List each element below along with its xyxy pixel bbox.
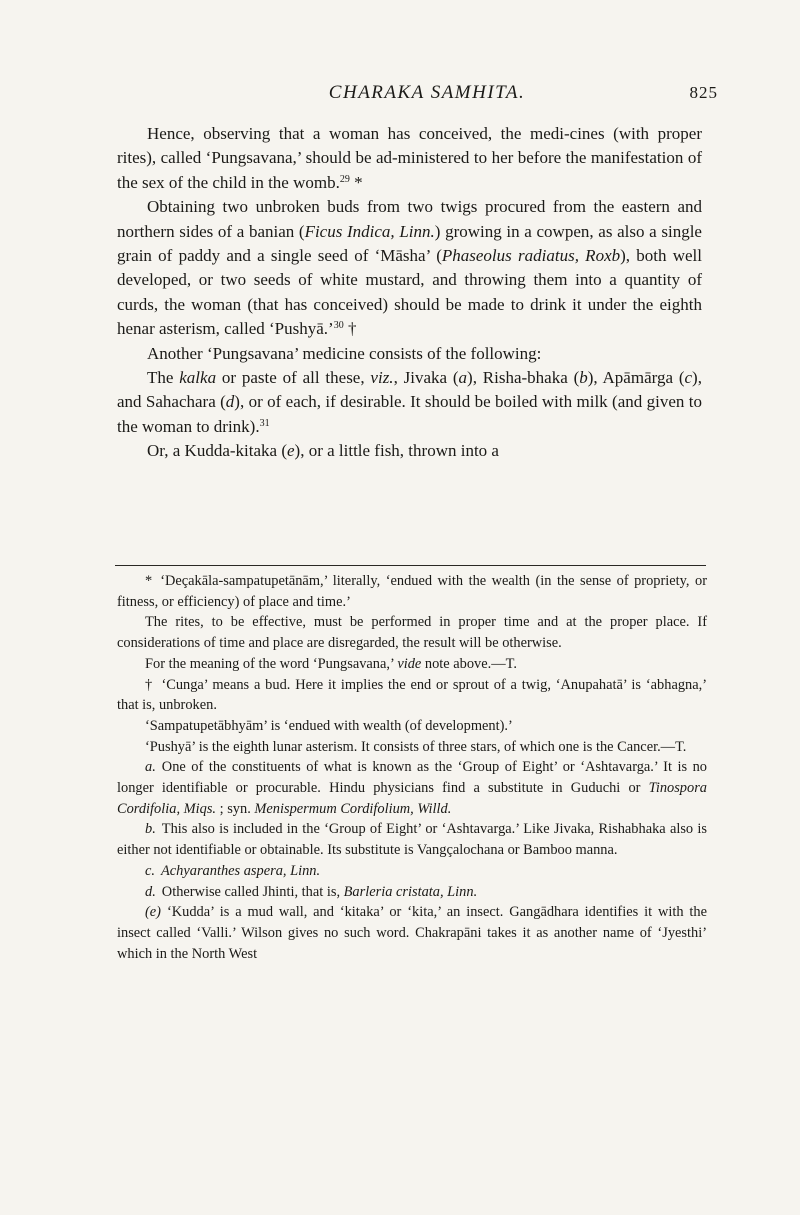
footnote-letter: d. xyxy=(145,883,156,900)
footnote xyxy=(117,757,707,819)
italic-text: Phaseolus radiatus, Roxb xyxy=(441,246,621,266)
italic-text: Achyaranthes aspera, Linn. xyxy=(161,862,321,879)
footnote xyxy=(117,716,707,737)
footnote-ref: 29 xyxy=(339,173,350,185)
text-run: ), or a little fish, thrown into a xyxy=(294,441,499,461)
footnote xyxy=(117,902,707,964)
footnote-rule xyxy=(115,565,706,566)
text-run: or paste of all these, xyxy=(216,368,371,388)
italic-text: d xyxy=(225,392,235,412)
footnote xyxy=(117,571,707,612)
running-title: CHARAKA SAMHITA. xyxy=(328,82,526,103)
text-run: For the meaning of the word ‘Pungsavana,’ xyxy=(145,655,398,672)
page-number: 825 xyxy=(689,83,718,102)
footnote xyxy=(117,819,707,860)
footnote xyxy=(117,654,707,675)
italic-text: viz. xyxy=(370,368,394,388)
footnote-letter: c. xyxy=(145,862,155,879)
italic-text: a xyxy=(458,368,468,388)
footnote xyxy=(117,612,707,653)
text-run: Another ‘Pungsavana’ medicine consists of the following: xyxy=(147,343,542,363)
text-run: ), Risha-bhaka ( xyxy=(467,368,580,388)
text-run: The rites, to be effective, must be performed in proper time and at the proper place. If considerations of time and place are disregarded, the result will be otherwise. xyxy=(117,614,707,652)
italic-text: Ficus Indica, Linn. xyxy=(304,221,435,241)
text-run: One of the constituents of what is known as the ‘Group of Eight’ or ‘Ashtavarga.’ It is no longer identifiable or procurable. Hindu physicians find a substitute in Guduchi or xyxy=(117,759,707,797)
text-run: note above.—T. xyxy=(421,655,517,672)
text-run: Hence, observing that a woman has conceived, the medi-cines (with proper rites), called ‘Pungsavana,’ should be ad-ministered to her before the manifestation of the sex of the child in the womb. xyxy=(117,124,702,192)
text-run: The xyxy=(147,368,180,388)
paragraph xyxy=(117,195,702,341)
footnote-letter: a. xyxy=(145,759,156,776)
text-run: ) growing in a cowpen, as also a single grain of paddy and a single seed of ‘Māsha’ ( xyxy=(117,221,702,266)
footnote-ref: 30 xyxy=(333,320,344,332)
text-run: ), Apāmārga ( xyxy=(587,368,685,388)
italic-text: Tinospora Cordifolia, Miqs. xyxy=(117,780,707,817)
text-run: ‘Sampatupetābhyām’ is ‘endued with wealth (of development).’ xyxy=(145,717,513,734)
italic-text: e xyxy=(286,441,295,461)
text-run: ‘Pushyā’ is the eighth lunar asterism. It consists of three stars, of which one is the Cancer.—T. xyxy=(145,738,687,755)
italic-text: b xyxy=(579,368,588,388)
text-run: Or, a Kudda-kitaka ( xyxy=(147,441,287,461)
text-run: ‘Kudda’ is a mud wall, and ‘kitaka’ or ‘kita,’ an insect. Gangādhara identifies it with the insect called ‘Valli.’ Wilson gives no such word. Chakrapāni takes it as another name of ‘Jyesthi’ which in the North West xyxy=(117,904,707,962)
text-run: ; syn. xyxy=(216,800,255,817)
text-run: ‘Deçakāla-sampatupetānām,’ literally, ‘endued with the wealth (in the sense of propriety, or fitness, or efficiency) of place and time.’ xyxy=(117,573,707,610)
text-run: ‘Cunga’ means a bud. Here it implies the end or sprout of a twig, ‘Anupahatā’ is ‘abhagna,’ that is, unbroken. xyxy=(117,676,707,714)
italic-text: vide xyxy=(397,655,422,672)
footnote xyxy=(117,861,707,882)
footnote-mark: * xyxy=(145,573,153,589)
text-run: ), and Sahachara ( xyxy=(117,368,702,412)
text-run: ), or of each, if desirable. It should be boiled with milk (and given to the woman to drink). xyxy=(117,392,702,436)
paragraph xyxy=(117,122,702,195)
text-run: Otherwise called Jhinti, that is, xyxy=(161,883,344,900)
footnote xyxy=(117,675,707,716)
footnote-ref: 31 xyxy=(259,417,270,429)
footnote-letter: (e) xyxy=(145,904,161,921)
paragraph xyxy=(117,342,702,366)
footnote xyxy=(117,737,707,758)
italic-text: Menispermum Cordifolium, Willd. xyxy=(254,800,452,817)
italic-text: kalka xyxy=(179,368,217,388)
footnote-mark: † xyxy=(145,676,154,693)
italic-text: c xyxy=(684,368,693,388)
footnote-letter: b. xyxy=(145,821,156,838)
italic-text: Barleria cristata, Linn. xyxy=(343,883,478,900)
footnote xyxy=(117,882,707,903)
paragraph xyxy=(117,439,702,463)
paragraph xyxy=(117,366,702,439)
text-run: Obtaining two unbroken buds from two twigs procured from the eastern and northern sides of a banian ( xyxy=(117,197,702,241)
text-run: † xyxy=(343,319,357,339)
text-run: , Jivaka ( xyxy=(393,368,459,388)
footnotes xyxy=(117,571,707,964)
text-run: * xyxy=(349,172,363,192)
main-text xyxy=(117,122,702,464)
text-run: This also is included in the ‘Group of Eight’ or ‘Ashtavarga.’ Like Jivaka, Rishabhaka also is either not identifiable or obtainable. Its substitute is Vangçalochana or Bamboo manna. xyxy=(117,821,707,859)
text-run: ), both well developed, or two seeds of white mustard, and throwing them into a quantity of curds, the woman (that has conceived) should be made to drink it under the eighth henar asterism, called ‘Pushyā.’ xyxy=(117,246,702,339)
running-head xyxy=(0,80,800,110)
